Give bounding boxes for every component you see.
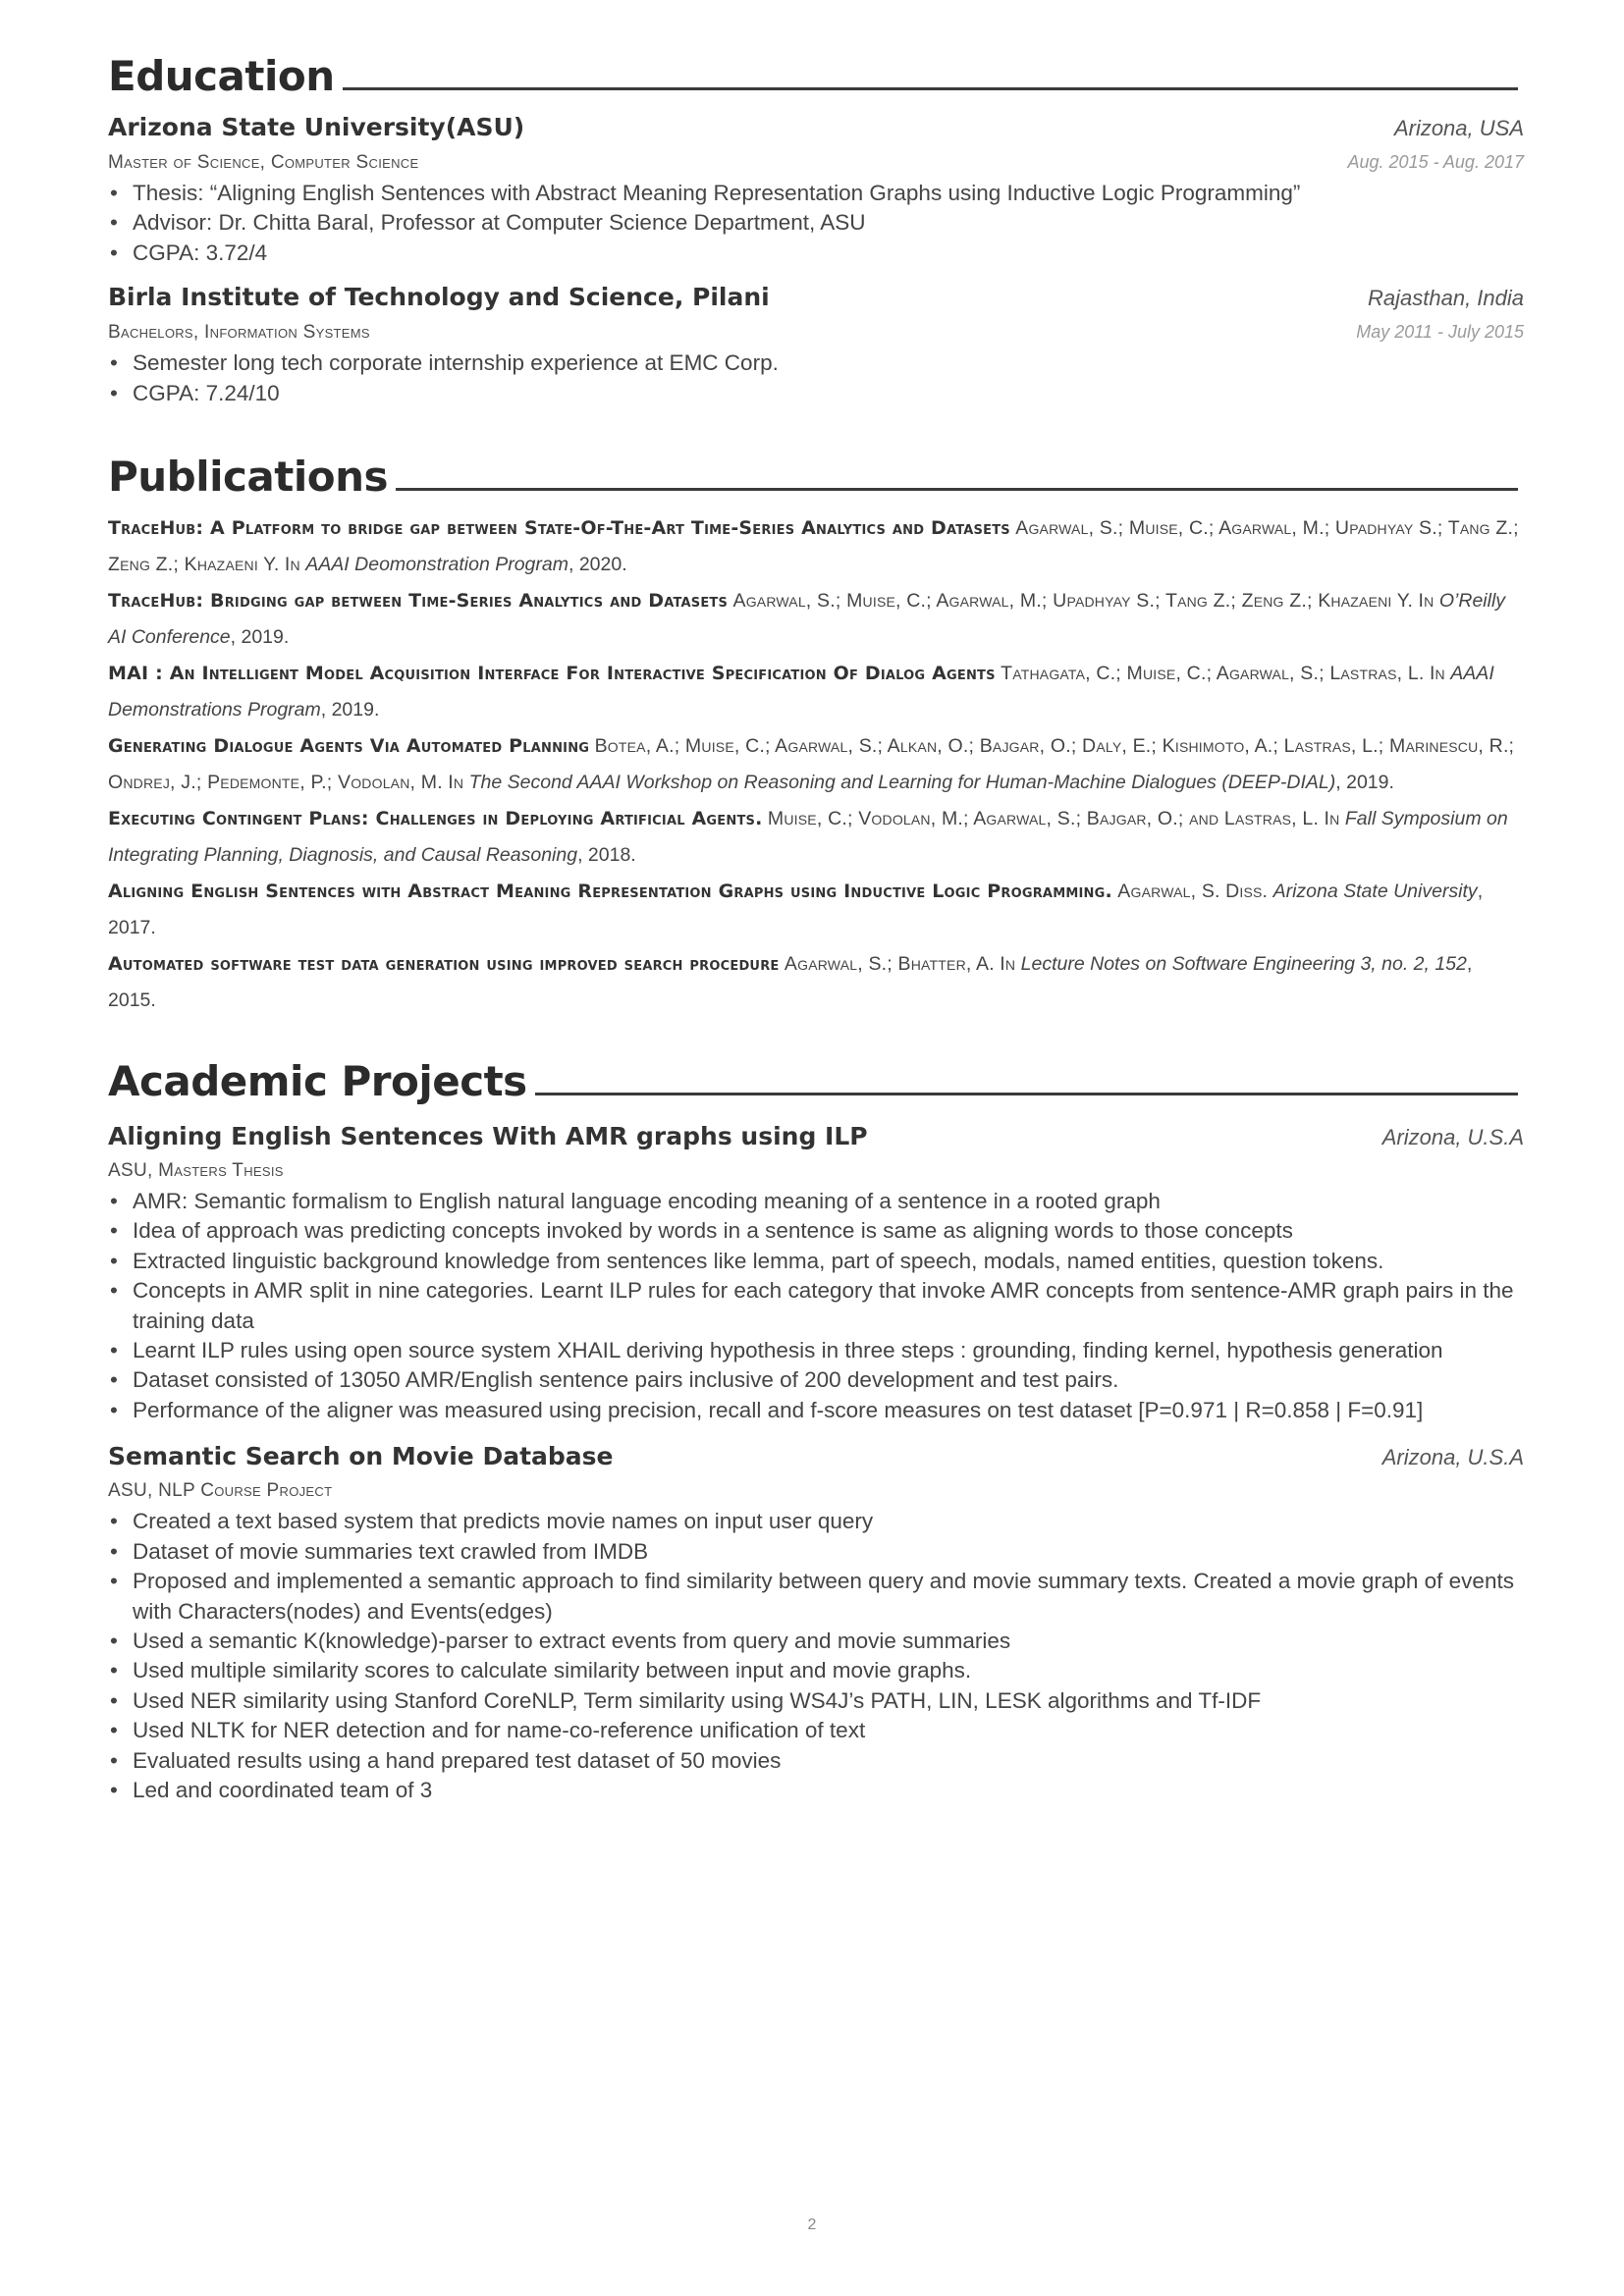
publication-item <box>108 728 1524 801</box>
degree-name: Bachelors, Information Systems <box>108 322 370 344</box>
degree-dates: May 2011 - July 2015 <box>1356 322 1524 343</box>
publication-item <box>108 583 1524 656</box>
publication-venue: Fall Symposium on Integrating Planning, Diagnosis, and Causal Reasoning <box>108 808 1508 867</box>
publication-venue: AAAI Deomonstration Program <box>305 554 568 576</box>
bullet-item: • Proposed and implemented a semantic approach to find similarity between query and movie summary texts. Created a movie graph of events with Characters(nodes) and Events(edges) <box>108 1567 1524 1627</box>
project-title: Aligning English Sentences With AMR graphs using ILP <box>108 1122 868 1151</box>
institution-name: Birla Institute of Technology and Science, Pilani <box>108 283 770 312</box>
publication-venue: O’Reilly AI Conference <box>108 590 1506 649</box>
publications-header <box>108 454 1524 501</box>
bullet-item: • Idea of approach was predicting concepts invoked by words in a sentence is same as aligning words to those concepts <box>108 1216 1524 1246</box>
education-bullets <box>108 179 1524 268</box>
project-subtitle: ASU, NLP Course Project <box>108 1480 333 1502</box>
publication-title: Executing Contingent Plans: Challenges in Deploying Artificial Agents. <box>108 808 763 830</box>
project-subtitle: ASU, Masters Thesis <box>108 1160 284 1182</box>
publication-authors: Tathagata, C.; Muise, C.; Agarwal, S.; Lastras, L. <box>1001 663 1425 685</box>
bullet-item: • Semester long tech corporate internship experience at EMC Corp. <box>108 348 1524 378</box>
publication-item <box>108 946 1524 1019</box>
publication-title: Generating Dialogue Agents Via Automated Planning <box>108 735 590 758</box>
bullet-item: • Dataset of movie summaries text crawled from IMDB <box>108 1537 1524 1567</box>
page-number: 2 <box>807 2216 817 2233</box>
bullet-item: • AMR: Semantic formalism to English natural language encoding meaning of a sentence in a rooted graph <box>108 1187 1524 1216</box>
education-header <box>108 53 1524 100</box>
project-location: Arizona, U.S.A <box>1381 1445 1524 1470</box>
bullet-item: • Advisor: Dr. Chitta Baral, Professor at Computer Science Department, ASU <box>108 208 1524 238</box>
publication-authors: Botea, A.; Muise, C.; Agarwal, S.; Alkan, O.; Bajgar, O.; Daly, E.; Kishimoto, A.; Lastras, L.; Marinescu, R.; Ondrej, J.; Pedemonte, P.; Vodolan, M. <box>108 735 1515 794</box>
project-entry <box>108 1439 1524 1805</box>
publication-venue: The Second AAAI Workshop on Reasoning and Learning for Human-Machine Dialogues (DEEP-DIAL) <box>468 772 1336 794</box>
publication-authors: Agarwal, S.; Bhatter, A. <box>784 953 995 976</box>
projects-section <box>108 1058 1524 1805</box>
section-title: Publications <box>108 453 389 502</box>
project-title: Semantic Search on Movie Database <box>108 1442 614 1471</box>
publication-title: Aligning English Sentences with Abstract Meaning Representation Graphs using Inductive Logic Programming. <box>108 881 1112 903</box>
publication-item <box>108 874 1524 946</box>
bullet-item: • Extracted linguistic background knowledge from sentences like lemma, part of speech, modals, named entities, question tokens. <box>108 1247 1524 1276</box>
publication-year: , 2019. <box>1335 772 1394 794</box>
bullet-item: • Learnt ILP rules using open source system XHAIL deriving hypothesis in three steps : grounding, finding kernel, hypothesis generation <box>108 1336 1524 1365</box>
bullet-item: • Thesis: “Aligning English Sentences with Abstract Meaning Representation Graphs using Inductive Logic Programming” <box>108 179 1524 208</box>
institution-name: Arizona State University(ASU) <box>108 113 525 141</box>
section-title: Academic Projects <box>108 1057 527 1106</box>
publication-year: , 2018. <box>577 844 636 867</box>
education-entry <box>108 110 1524 268</box>
section-title: Education <box>108 52 335 100</box>
bullet-item: • Created a text based system that predicts movie names on input user query <box>108 1507 1524 1536</box>
degree-dates: Aug. 2015 - Aug. 2017 <box>1347 152 1524 172</box>
bullet-item: • Used a semantic K(knowledge)-parser to extract events from query and movie summaries <box>108 1627 1524 1656</box>
bullet-item: • CGPA: 3.72/4 <box>108 239 1524 268</box>
institution-location: Rajasthan, India <box>1368 286 1524 311</box>
bullet-item: • CGPA: 7.24/10 <box>108 379 1524 408</box>
publication-title: TraceHub: A Platform to bridge gap between State-Of-The-Art Time-Series Analytics and Datasets <box>108 517 1010 540</box>
section-rule <box>535 1093 1518 1095</box>
publication-item <box>108 801 1524 874</box>
publication-in: Diss. <box>1225 881 1269 903</box>
publication-venue: AAAI Demonstrations Program <box>108 663 1494 721</box>
publication-year: , 2015. <box>108 953 1473 1012</box>
bullet-item: • Dataset consisted of 13050 AMR/English sentence pairs inclusive of 200 development and test pairs. <box>108 1365 1524 1395</box>
publication-year: , 2019. <box>230 626 290 649</box>
bullet-item: • Concepts in AMR split in nine categories. Learnt ILP rules for each category that invoke AMR concepts from sentence-AMR graph pairs in the training data <box>108 1276 1524 1336</box>
bullet-item: • Evaluated results using a hand prepared test dataset of 50 movies <box>108 1746 1524 1776</box>
publication-year: , 2019. <box>320 699 380 721</box>
publication-title: Automated software test data generation using improved search procedure <box>108 953 780 976</box>
publication-item <box>108 656 1524 728</box>
publications-list <box>108 510 1524 1019</box>
publications-section <box>108 454 1524 1019</box>
projects-header <box>108 1058 1524 1105</box>
publication-authors: Agarwal, S. <box>1117 881 1220 903</box>
publication-item <box>108 510 1524 583</box>
publication-in: In <box>448 772 464 794</box>
publication-authors: Agarwal, S.; Muise, C.; Agarwal, M.; Upadhyay S.; Tang Z.; Zeng Z.; Khazaeni Y. <box>732 590 1414 613</box>
education-section <box>108 53 1524 408</box>
publication-year: , 2020. <box>568 554 627 576</box>
bullet-item: • Performance of the aligner was measured using precision, recall and f-score measures on test dataset [P=0.971 | R=0.858 | F=0.91] <box>108 1396 1524 1425</box>
bullet-item: • Used multiple similarity scores to calculate similarity between input and movie graphs. <box>108 1656 1524 1685</box>
publication-in: In <box>284 554 300 576</box>
project-bullets <box>108 1187 1524 1425</box>
publication-venue: Lecture Notes on Software Engineering 3, no. 2, 152 <box>1020 953 1467 976</box>
publication-in: In <box>1429 663 1445 685</box>
publication-in: In <box>1324 808 1340 830</box>
institution-location: Arizona, USA <box>1393 116 1524 140</box>
degree-name: Master of Science, Computer Science <box>108 152 419 173</box>
publication-year: , 2017. <box>108 881 1484 939</box>
education-bullets <box>108 348 1524 408</box>
publication-in: In <box>1000 953 1016 976</box>
publication-in: In <box>1418 590 1435 613</box>
publication-venue: Arizona State University <box>1272 881 1478 903</box>
bullet-item: • Led and coordinated team of 3 <box>108 1776 1524 1805</box>
education-entry <box>108 280 1524 408</box>
section-rule <box>396 488 1518 491</box>
publication-authors: Muise, C.; Vodolan, M.; Agarwal, S.; Bajgar, O.; and Lastras, L. <box>767 808 1320 830</box>
project-entry <box>108 1119 1524 1425</box>
publication-title: TraceHub: Bridging gap between Time-Series Analytics and Datasets <box>108 590 729 613</box>
bullet-item: • Used NLTK for NER detection and for name-co-reference unification of text <box>108 1716 1524 1745</box>
project-location: Arizona, U.S.A <box>1381 1125 1524 1150</box>
publication-title: MAI : An Intelligent Model Acquisition Interface For Interactive Specification Of Dialog Agents <box>108 663 996 685</box>
bullet-item: • Used NER similarity using Stanford CoreNLP, Term similarity using WS4J’s PATH, LIN, LESK algorithms and Tf-IDF <box>108 1686 1524 1716</box>
publication-authors: Agarwal, S.; Muise, C.; Agarwal, M.; Upadhyay S.; Tang Z.; Zeng Z.; Khazaeni Y. <box>108 517 1519 576</box>
section-rule <box>343 87 1518 90</box>
project-bullets <box>108 1507 1524 1805</box>
